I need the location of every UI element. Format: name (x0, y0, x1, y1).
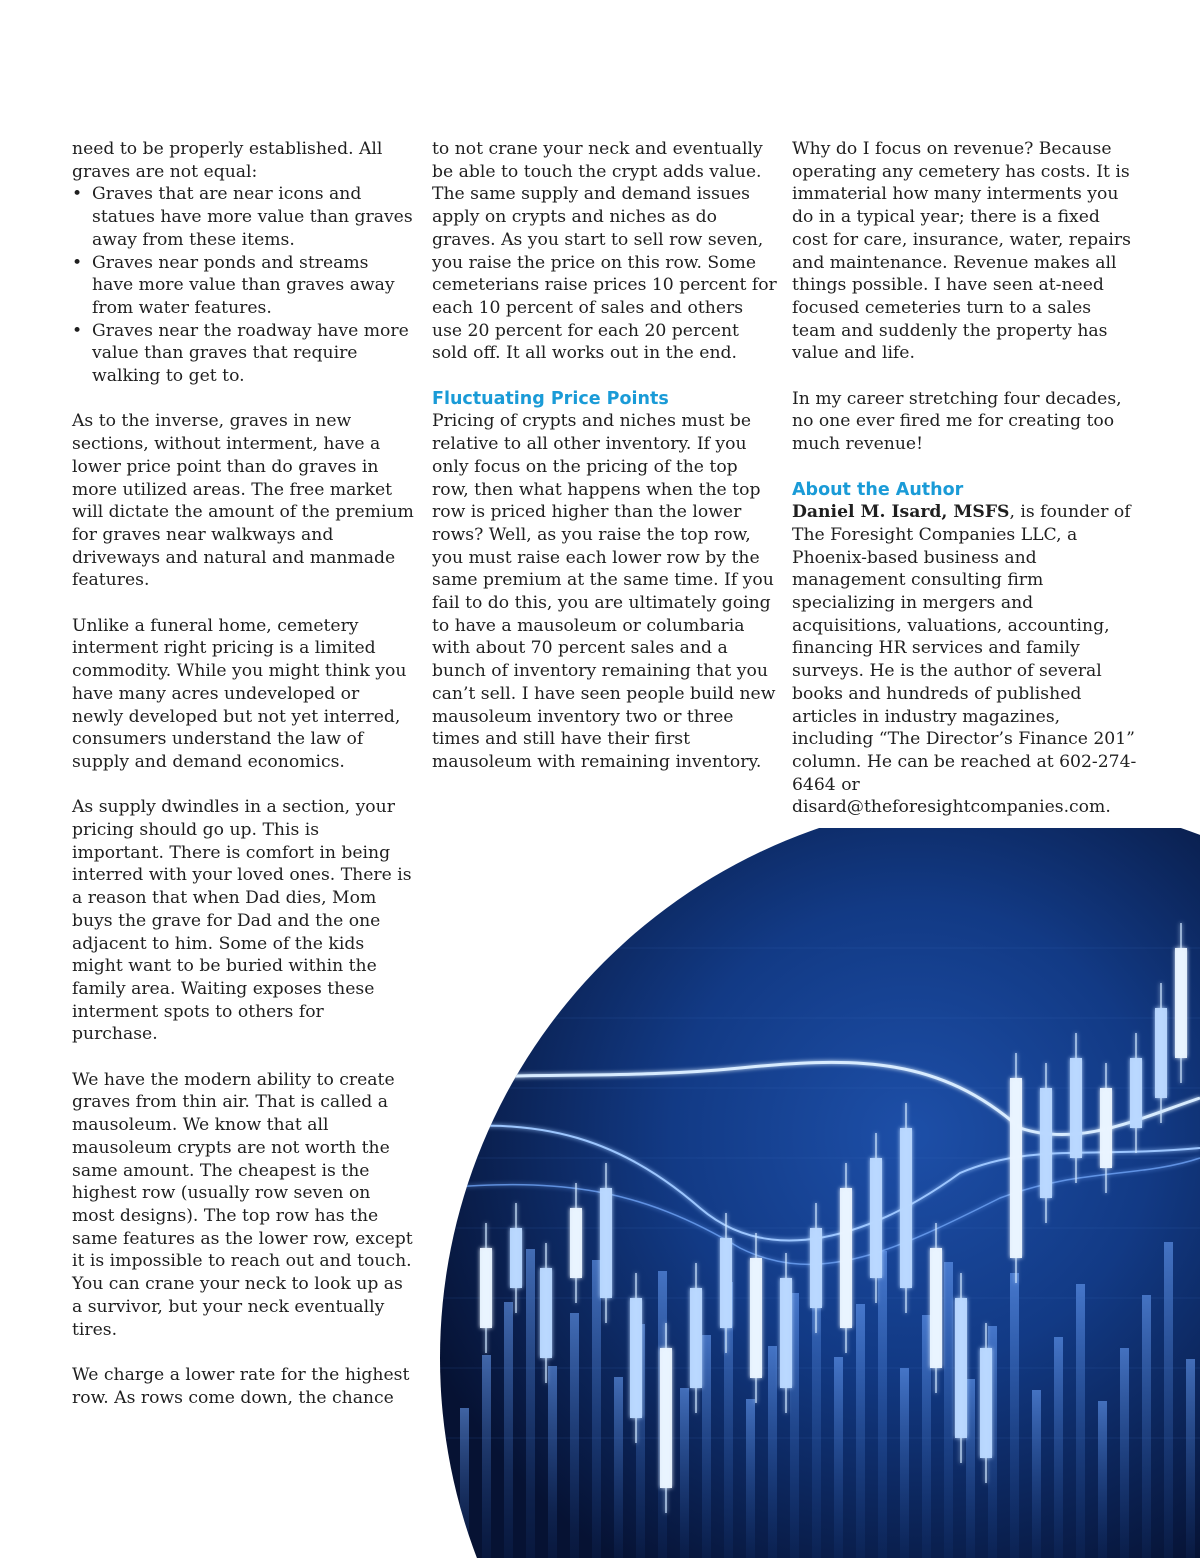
candle-body (1100, 1088, 1112, 1168)
volume-bar (966, 1379, 975, 1558)
section-heading: About the Author (792, 479, 964, 500)
volume-bar (1010, 1273, 1019, 1558)
volume-bar (922, 1315, 931, 1558)
candle-body (480, 1248, 492, 1328)
section-heading: Fluctuating Price Points (432, 388, 669, 409)
volume-bar (1076, 1284, 1085, 1558)
candle-body (630, 1298, 642, 1418)
column-1 (72, 138, 414, 1409)
candle-body (510, 1228, 522, 1288)
author-bio: Daniel M. Isard, MSFS, is founder of The Foresight Companies LLC, a Phoenix-based business and management consulting firm specializing in mergers and acquisitions, valuations, accounting, financing HR services and family surveys. He is the author of several books and hundreds of published articles in industry magazines, including “The Director’s Finance 201” column. He can be reached at 602-274-6464 or disard@theforesightcompanies.com. (792, 502, 1137, 818)
paragraph: As supply dwindles in a section, your pricing should go up. This is important. There is comfort in being interred with your loved ones. There is a reason that when Dad dies, Mom buys the grave for Dad and the one adjacent to him. Some of the kids might want to be buried within the family area. Waiting exposes these interment spots to others for purchase. (72, 797, 412, 1045)
paragraph: Unlike a funeral home, cemetery interment right pricing is a limited commodity. While you might think you have many acres undeveloped or newly developed but not yet interred, consumers understand the law of supply and demand economics. (72, 615, 407, 772)
candle-body (750, 1258, 762, 1378)
chart-circle (440, 828, 1200, 1558)
volume-bar (570, 1313, 579, 1558)
candle-body (1155, 1008, 1167, 1098)
candle-body (720, 1238, 732, 1328)
volume-bar (834, 1357, 843, 1558)
candle-body (540, 1268, 552, 1358)
volume-bar (1164, 1242, 1173, 1558)
paragraph: to not crane your neck and eventually be able to touch the crypt adds value. The same supply and demand issues apply on crypts and niches as do graves. As you start to sell row seven, you raise the price on this row. Some cemeterians raise prices 10 percent for each 10 percent of sales and others use 20 percent for each 20 percent sold off. It all works out in the end. (432, 139, 777, 364)
author-name: Daniel M. Isard, MSFS (792, 502, 1010, 523)
volume-bar (944, 1262, 953, 1558)
volume-bar (1032, 1390, 1041, 1558)
volume-bar (482, 1355, 491, 1558)
paragraph: We charge a lower rate for the highest row. As rows come down, the chance (72, 1364, 410, 1408)
candle-body (840, 1188, 852, 1328)
volume-bar (548, 1366, 557, 1558)
volume-bar (1186, 1359, 1195, 1558)
candle-body (1130, 1058, 1142, 1128)
candle-body (900, 1128, 912, 1288)
paragraph: As to the inverse, graves in new sections, without interment, have a lower price point than do graves in more utilized areas. The free market will dictate the amount of the premium for graves near walkways and driveways and natural and manmade features. (72, 411, 414, 591)
volume-bar (504, 1302, 513, 1558)
intro-text: need to be properly established. All graves are not equal: (72, 139, 383, 182)
volume-bar (900, 1368, 909, 1558)
volume-bar (526, 1249, 535, 1558)
candle-body (780, 1278, 792, 1388)
volume-bar (1098, 1401, 1107, 1558)
bullet-icon: • (72, 320, 83, 341)
paragraph: Pricing of crypts and niches must be relative to all other inventory. If you only focus on the pricing of the top row, then what happens when the top row is priced higher than the lower rows? Well, as you raise the top row, you must raise each lower row by the same premium at the same time. If you fail to do this, you are ultimately going to have a mausoleum or columbaria with about 70 percent sales and a bunch of inventory remaining that you can’t sell. I have seen people build new mausoleum inventory two or three times and still have their first mausoleum with remaining inventory. (432, 411, 776, 772)
candle-body (810, 1228, 822, 1308)
candle-body (930, 1248, 942, 1368)
paragraph: In my career stretching four decades, no one ever fired me for creating too much revenue! (792, 388, 1122, 455)
volume-bar (680, 1388, 689, 1558)
candle-body (600, 1188, 612, 1298)
volume-bar (1054, 1337, 1063, 1558)
candle-body (690, 1288, 702, 1388)
candle-body (1040, 1088, 1052, 1198)
stock-chart-image (440, 828, 1200, 1558)
volume-bar (1142, 1295, 1151, 1558)
list-item: • Graves near the roadway have more value than graves that require walking to get to. (72, 320, 409, 387)
volume-bar (878, 1251, 887, 1558)
bullet-list (72, 183, 414, 387)
bullet-icon: • (72, 252, 83, 273)
candle-body (980, 1348, 992, 1458)
candle-body (870, 1158, 882, 1278)
candle-body (1175, 948, 1187, 1058)
list-item: • Graves that are near icons and statues have more value than graves away from these items. (72, 184, 413, 250)
candle-body (1010, 1078, 1022, 1258)
candle-body (570, 1208, 582, 1278)
paragraph: We have the modern ability to create graves from thin air. That is called a mausoleum. We know that all mausoleum crypts are not worth the same amount. The cheapest is the highest row (usually row seven on most designs). The top row has the same features as the lower row, except it is impossible to reach out and touch. You can crane your neck to look up as a survivor, but your neck eventually tires. (72, 1069, 413, 1340)
volume-bar (768, 1346, 777, 1558)
candlestick-illustration (440, 828, 1200, 1558)
list-item: • Graves near ponds and streams have more value than graves away from water features. (72, 252, 395, 318)
candle-body (955, 1298, 967, 1438)
volume-bar (460, 1408, 469, 1558)
volume-bar (1120, 1348, 1129, 1558)
volume-bar (614, 1377, 623, 1558)
candle-body (1070, 1058, 1082, 1158)
candle-body (660, 1348, 672, 1488)
column-2 (432, 138, 778, 774)
column-3 (792, 138, 1138, 819)
volume-bar (746, 1399, 755, 1558)
bullet-icon: • (72, 184, 83, 205)
paragraph: Why do I focus on revenue? Because operating any cemetery has costs. It is immaterial how many interments you do in a typical year; there is a fixed cost for care, insurance, water, repairs and maintenance. Revenue makes all things possible. I have seen at-need focused cemeteries turn to a sales team and suddenly the property has value and life. (792, 139, 1131, 364)
volume-bar (856, 1304, 865, 1558)
volume-bar (592, 1260, 601, 1558)
